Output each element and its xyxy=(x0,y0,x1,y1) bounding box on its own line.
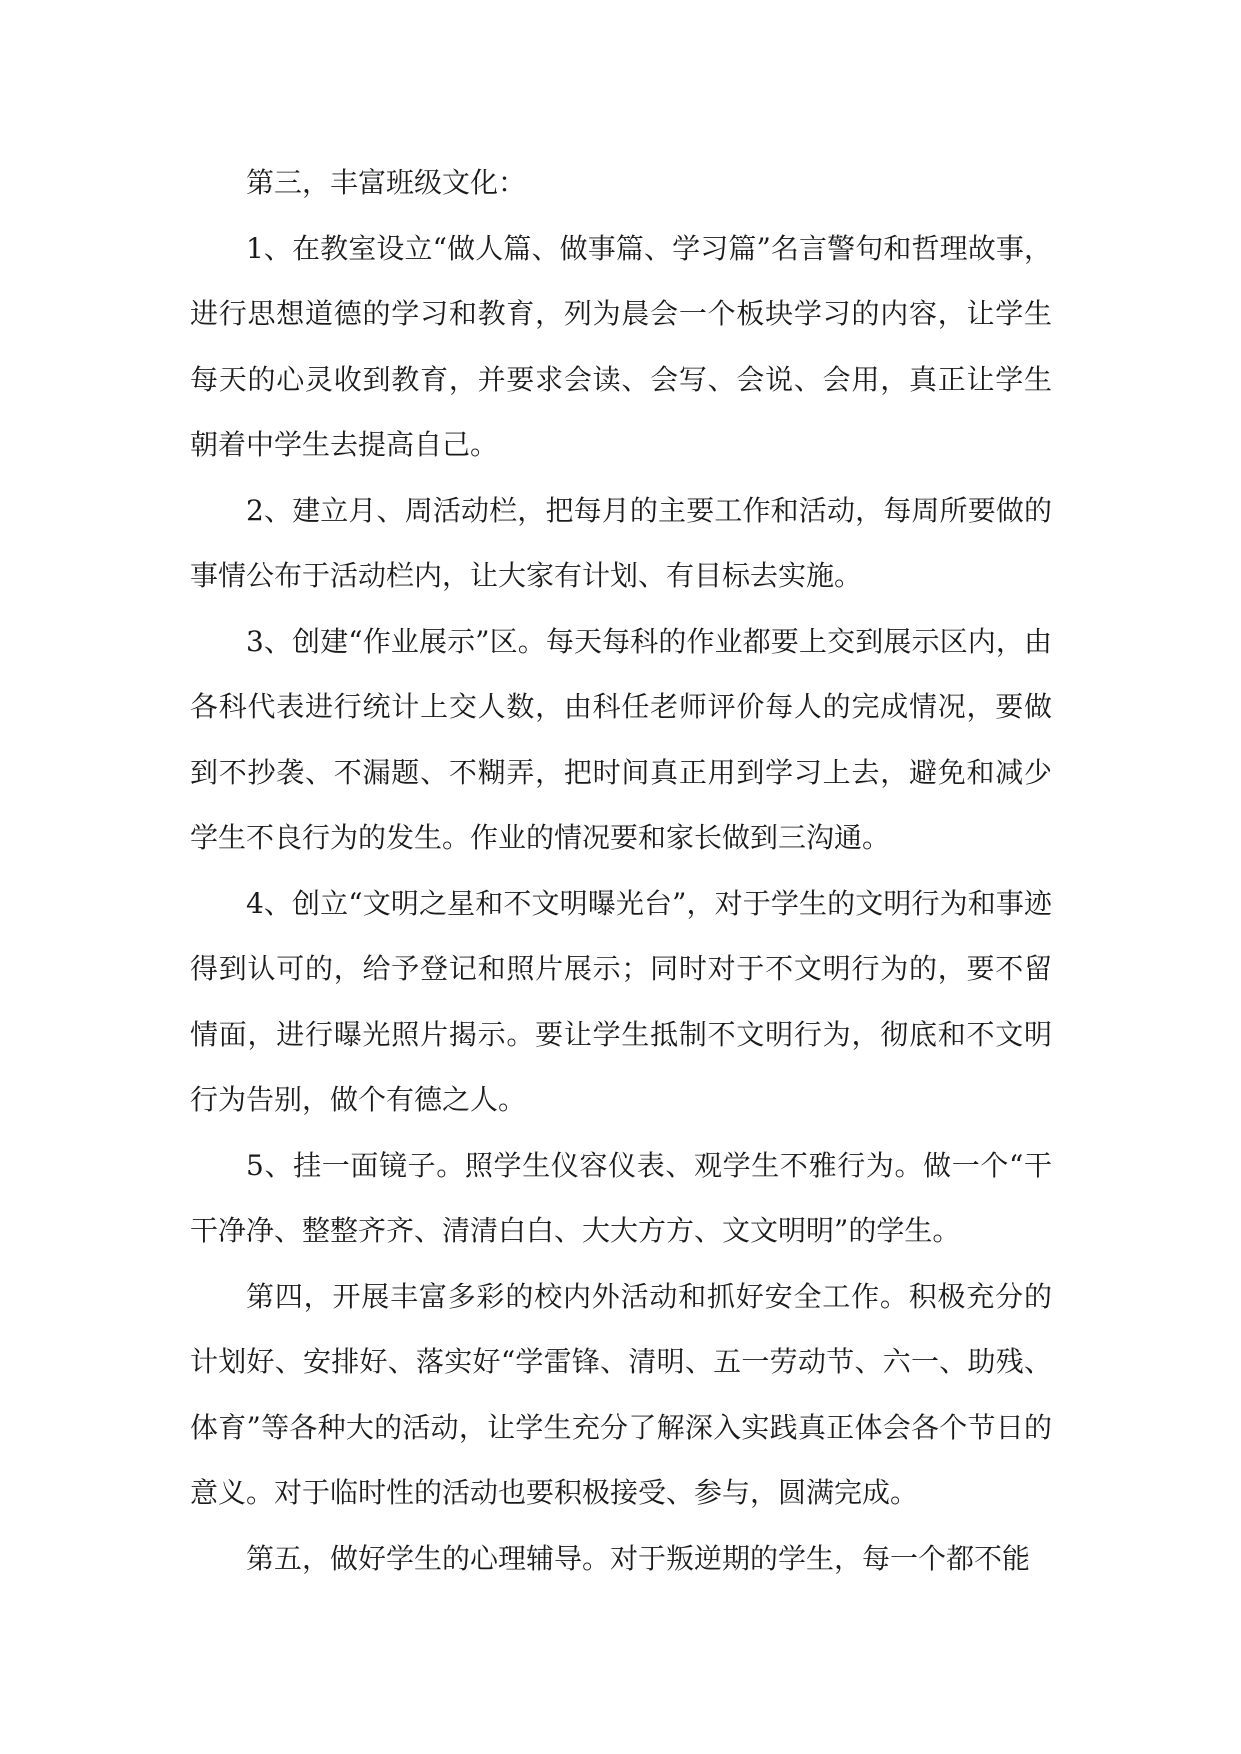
document-body xyxy=(190,150,1052,1591)
paragraph-section-four: 第四，开展丰富多彩的校内外活动和抓好安全工作。积极充分的计划好、安排好、落实好“学雷锋、清明、五一劳动节、六一、助残、体育”等各种大的活动，让学生充分了解深入实践真正体会各个节日的意义。对于临时性的活动也要积极接受、参与，圆满完成。 xyxy=(190,1279,1052,1509)
paragraph-section-five: 第五，做好学生的心理辅导。对于叛逆期的学生，每一个都不能 xyxy=(246,1541,1031,1575)
paragraph-item-4: 4、创立“文明之星和不文明曝光台”，对于学生的文明行为和事迹得到认可的，给予登记和照片展示；同时对于不文明行为的，要不留情面，进行曝光照片揭示。要让学生抵制不文明行为，彻底和不文明行为告别，做个有德之人。 xyxy=(190,886,1052,1116)
paragraph-item-1: 1、在教室设立“做人篇、做事篇、学习篇”名言警句和哲理故事，进行思想道德的学习和教育，列为晨会一个板块学习的内容，让学生每天的心灵收到教育，并要求会读、会写、会说、会用，真正让学生朝着中学生去提高自己。 xyxy=(190,231,1052,461)
section-heading-class-culture: 第三，丰富班级文化： xyxy=(246,166,527,199)
paragraph-item-3: 3、创建“作业展示”区。每天每科的作业都要上交到展示区内，由各科代表进行统计上交人数，由科任老师评价每人的完成情况，要做到不抄袭、不漏题、不糊弄，把时间真正用到学习上去，避免和减少学生不良行为的发生。作业的情况要和家长做到三沟通。 xyxy=(190,624,1052,854)
paragraph-item-2: 2、建立月、周活动栏，把每月的主要工作和活动，每周所要做的事情公布于活动栏内，让大家有计划、有目标去实施。 xyxy=(190,493,1052,592)
paragraph-item-5: 5、挂一面镜子。照学生仪容仪表、观学生不雅行为。做一个“干干净净、整整齐齐、清清白白、大大方方、文文明明”的学生。 xyxy=(190,1148,1052,1247)
